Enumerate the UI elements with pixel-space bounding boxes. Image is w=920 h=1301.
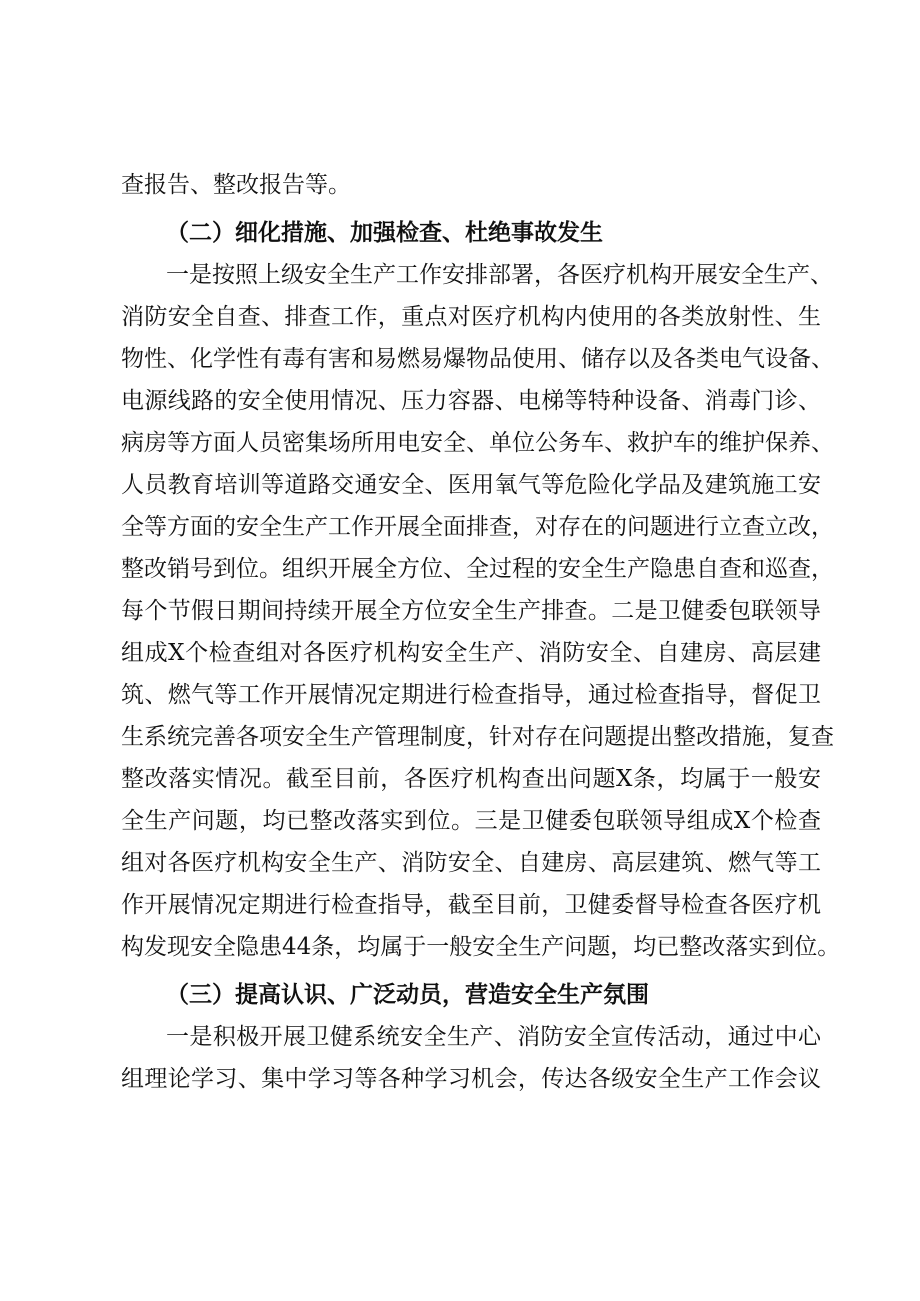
paragraph-line: 一是积极开展卫健系统安全生产、消防安全宣传活动，通过中心 <box>166 1024 821 1050</box>
paragraph-line: 组对各医疗机构安全生产、消防安全、自建房、高层建筑、燃气等工 <box>121 850 821 876</box>
paragraph-line: 病房等方面人员密集场所用电安全、单位公务车、救护车的维护保养、 <box>121 430 834 456</box>
paragraph-line: 筑、燃气等工作开展情况定期进行检查指导，通过检查指导，督促卫 <box>121 682 821 708</box>
paragraph-line: 消防安全自查、排查工作，重点对医疗机构内使用的各类放射性、生 <box>121 304 821 330</box>
section-heading: （三）提高认识、广泛动员，营造安全生产氛围 <box>166 981 649 1008</box>
paragraph-line: 生系统完善各项安全生产管理制度，针对存在问题提出整改措施，复查 <box>121 724 834 750</box>
paragraph-line: 构发现安全隐患44条，均属于一般安全生产问题，均已整改落实到位。 <box>121 934 841 960</box>
paragraph-line: 作开展情况定期进行检查指导，截至目前，卫健委督导检查各医疗机 <box>121 892 821 918</box>
paragraph-line: 人员教育培训等道路交通安全、医用氧气等危险化学品及建筑施工安 <box>121 472 821 498</box>
paragraph-line: 全等方面的安全生产工作开展全面排查，对存在的问题进行立查立改， <box>121 514 834 540</box>
paragraph-line: 每个节假日期间持续开展全方位安全生产排查。二是卫健委包联领导 <box>121 598 821 624</box>
paragraph-line: 组理论学习、集中学习等各种学习机会，传达各级安全生产工作会议 <box>121 1066 821 1092</box>
paragraph-line: 全生产问题，均已整改落实到位。三是卫健委包联领导组成X个检查 <box>121 808 821 834</box>
section-heading: （二）细化措施、加强检查、杜绝事故发生 <box>166 219 603 246</box>
paragraph-line: 物性、化学性有毒有害和易燃易爆物品使用、储存以及各类电气设备、 <box>121 346 834 372</box>
paragraph-line: 整改销号到位。组织开展全方位、全过程的安全生产隐患自查和巡查， <box>121 556 834 582</box>
paragraph-line: 组成X个检查组对各医疗机构安全生产、消防安全、自建房、高层建 <box>121 640 821 666</box>
paragraph-line: 整改落实情况。截至目前，各医疗机构查出问题X条，均属于一般安 <box>121 766 821 792</box>
paragraph-line: 电源线路的安全使用情况、压力容器、电梯等特种设备、消毒门诊、 <box>121 388 821 414</box>
paragraph-line: 查报告、整改报告等。 <box>121 172 351 198</box>
paragraph-line: 一是按照上级安全生产工作安排部署，各医疗机构开展安全生产、 <box>166 262 833 288</box>
